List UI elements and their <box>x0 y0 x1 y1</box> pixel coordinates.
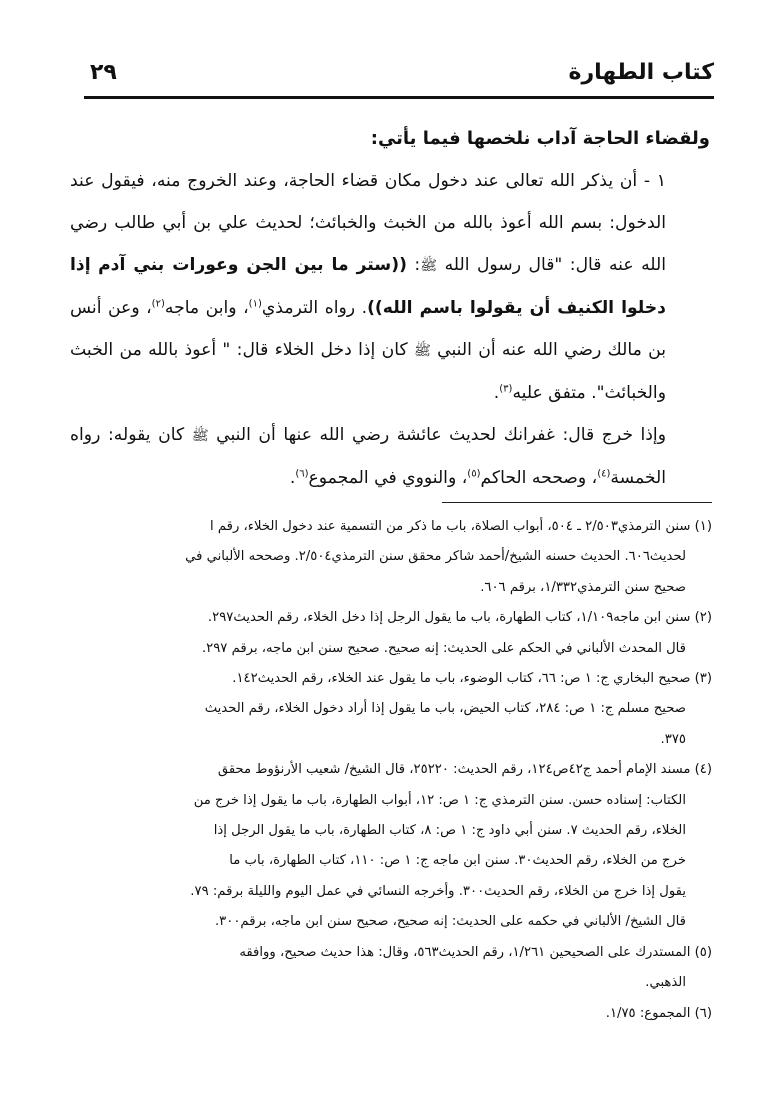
footnote-ref[interactable]: (٦) <box>295 468 309 480</box>
text-run: ، والنووي في المجموع <box>308 468 468 488</box>
footnote-ref[interactable]: (٥) <box>467 468 481 480</box>
footnote-6 <box>58 999 712 1029</box>
footnote-line: (٣) صحيح البخاري ج: ١ ص: ٦٦، كتاب الوضوء، باب ما يقول عند الخلاء، رقم الحديث١٤٢. <box>232 671 712 687</box>
text-run: . <box>493 383 500 403</box>
footnote-line: صحيح مسلم ج: ١ ص: ٢٨٤، كتاب الحيض، باب ما يقول إذا أراد دخول الخلاء، رقم الحديث <box>204 701 686 717</box>
page-header <box>84 58 714 92</box>
footnote-line: قال المحدث الألباني في الحكم على الحديث: إنه صحيح. صحيح سنن ابن ماجه، برقم ٢٩٧. <box>201 640 686 656</box>
footnote-1 <box>58 512 712 603</box>
footnote-ref[interactable]: (٢) <box>151 298 165 310</box>
text-run: ١ - أن يذكر الله تعالى عند دخول مكان قضاء الحاجة، وعند الخروج منه، <box>151 171 666 191</box>
footnote-line: الكتاب: إسناده حسن. سنن الترمذي ج: ١ ص: ١٢، أبواب الطهارة، باب ما يقول إذا خرج من <box>193 792 686 808</box>
footnote-3 <box>58 664 712 755</box>
text-run: فيقول عند الدخول: بسم الله أعوذ بالله من الخبث والخبائث؛ لحديث علي بن أبي <box>70 171 667 233</box>
hadith-quote: ((ستر ما بين الجن وعورات بني آدم <box>98 255 407 275</box>
footnote-line: قال الشيخ/ الألباني في حكمه على الحديث: إنه صحيح، صحيح سنن ابن ماجه، برقم٣٠٠. <box>214 914 686 930</box>
main-text <box>70 118 710 499</box>
footnote-separator <box>442 502 712 503</box>
footnote-line: خرج من الخلاء، رقم الحديث٣٠. سنن ابن ماجه ج: ١ ص: ١١٠، كتاب الطهارة، باب ما <box>229 853 686 869</box>
footnote-line: (٦) المجموع: ١/٧٥. <box>605 1005 712 1021</box>
footnote-5 <box>58 938 712 999</box>
footnote-line: لحديث٦٠٦. الحديث حسنه الشيخ/أحمد شاكر محقق سنن الترمذي٢/٥٠٤. وصححه الألباني في <box>185 549 686 565</box>
text-run: . رواه الترمذي <box>261 298 368 318</box>
footnote-2 <box>58 603 712 664</box>
text-run: ، وابن ماجه <box>164 298 249 318</box>
footnote-line: صحيح سنن الترمذي١/٣٣٢، برقم ٦٠٦. <box>480 579 686 595</box>
footnote-line: (٢) سنن ابن ماجه١/١٠٩، كتاب الطهارة، باب ما يقول الرجل إذا دخل الخلاء، رقم الحديث٢٩٧. <box>207 610 712 626</box>
text-run: ، وصححه الحاكم <box>480 468 598 488</box>
footnote-line: يقول إذا خرج من الخلاء، رقم الحديث٣٠٠. وأخرجه النسائي في عمل اليوم والليلة برقم: ٧٩. <box>190 883 686 899</box>
text-run: : <box>406 255 421 275</box>
text-run: ، وعن أنس <box>70 298 152 318</box>
chapter-title: كتاب الطهارة <box>568 60 714 85</box>
salla-ligature: ﷺ <box>191 428 209 444</box>
page-number: ٢٩ <box>90 60 117 85</box>
footnote-4 <box>58 755 712 937</box>
text-run: . <box>289 468 296 488</box>
footnote-line: الخلاء، رقم الحديث ٧. سنن أبي داود ج: ١ ص: ٨، كتاب الطهارة، باب ما يقول الرجل إذا <box>213 823 686 839</box>
header-rule <box>84 96 714 99</box>
footnote-line: (٥) المستدرك على الصحيحين ١/٢٦١، رقم الحديث٥٦٣، وقال: هذا حديث صحيح، ووافقه <box>239 944 712 960</box>
salla-ligature: ﷺ <box>420 258 438 274</box>
text-run: وإذا خرج قال: غفرانك لحديث عائشة رضي الله عنها أن النبي <box>208 425 666 445</box>
footnote-line: الذهبي. <box>645 975 686 991</box>
footnote-ref[interactable]: (١) <box>248 298 262 310</box>
text-run: بن مالك رضي الله عنه أن النبي <box>430 340 666 360</box>
salla-ligature: ﷺ <box>413 343 431 359</box>
hadith-quote: إذا دخلوا الكنيف أن يقولوا باسم الله)) <box>70 255 666 318</box>
paragraph-1 <box>70 160 710 414</box>
text-run: كان إذا دخل الخلاء قال: " أعوذ بالله من الخبث <box>70 340 414 360</box>
footnotes <box>58 512 712 1029</box>
text-run: رواه الخمسة <box>70 425 666 488</box>
footnote-line: (٤) مسند الإمام أحمد ج٤٢ص١٢٤، رقم الحديث: ٢٥٢٢٠، قال الشيخ/ شعيب الأرنؤوط محقق <box>217 762 712 778</box>
text-run: والخبائث". متفق عليه <box>512 383 666 403</box>
paragraph-2 <box>70 414 710 499</box>
footnote-ref[interactable]: (٤) <box>597 468 611 480</box>
footnote-line: ٣٧٥. <box>660 731 686 747</box>
section-heading: ولقضاء الحاجة آداب نلخصها فيما يأتي: <box>370 128 710 149</box>
text-run: كان يقوله: <box>107 425 192 445</box>
footnote-line: (١) سنن الترمذي٢/٥٠٣ ـ ٥٠٤، أبواب الصلاة، باب ما ذكر من التسمية عند دخول الخلاء، رقم ا <box>210 519 712 534</box>
text-run: طالب رضي الله عنه قال: "قال رسول الله <box>70 213 666 275</box>
footnote-ref[interactable]: (٣) <box>499 383 513 395</box>
